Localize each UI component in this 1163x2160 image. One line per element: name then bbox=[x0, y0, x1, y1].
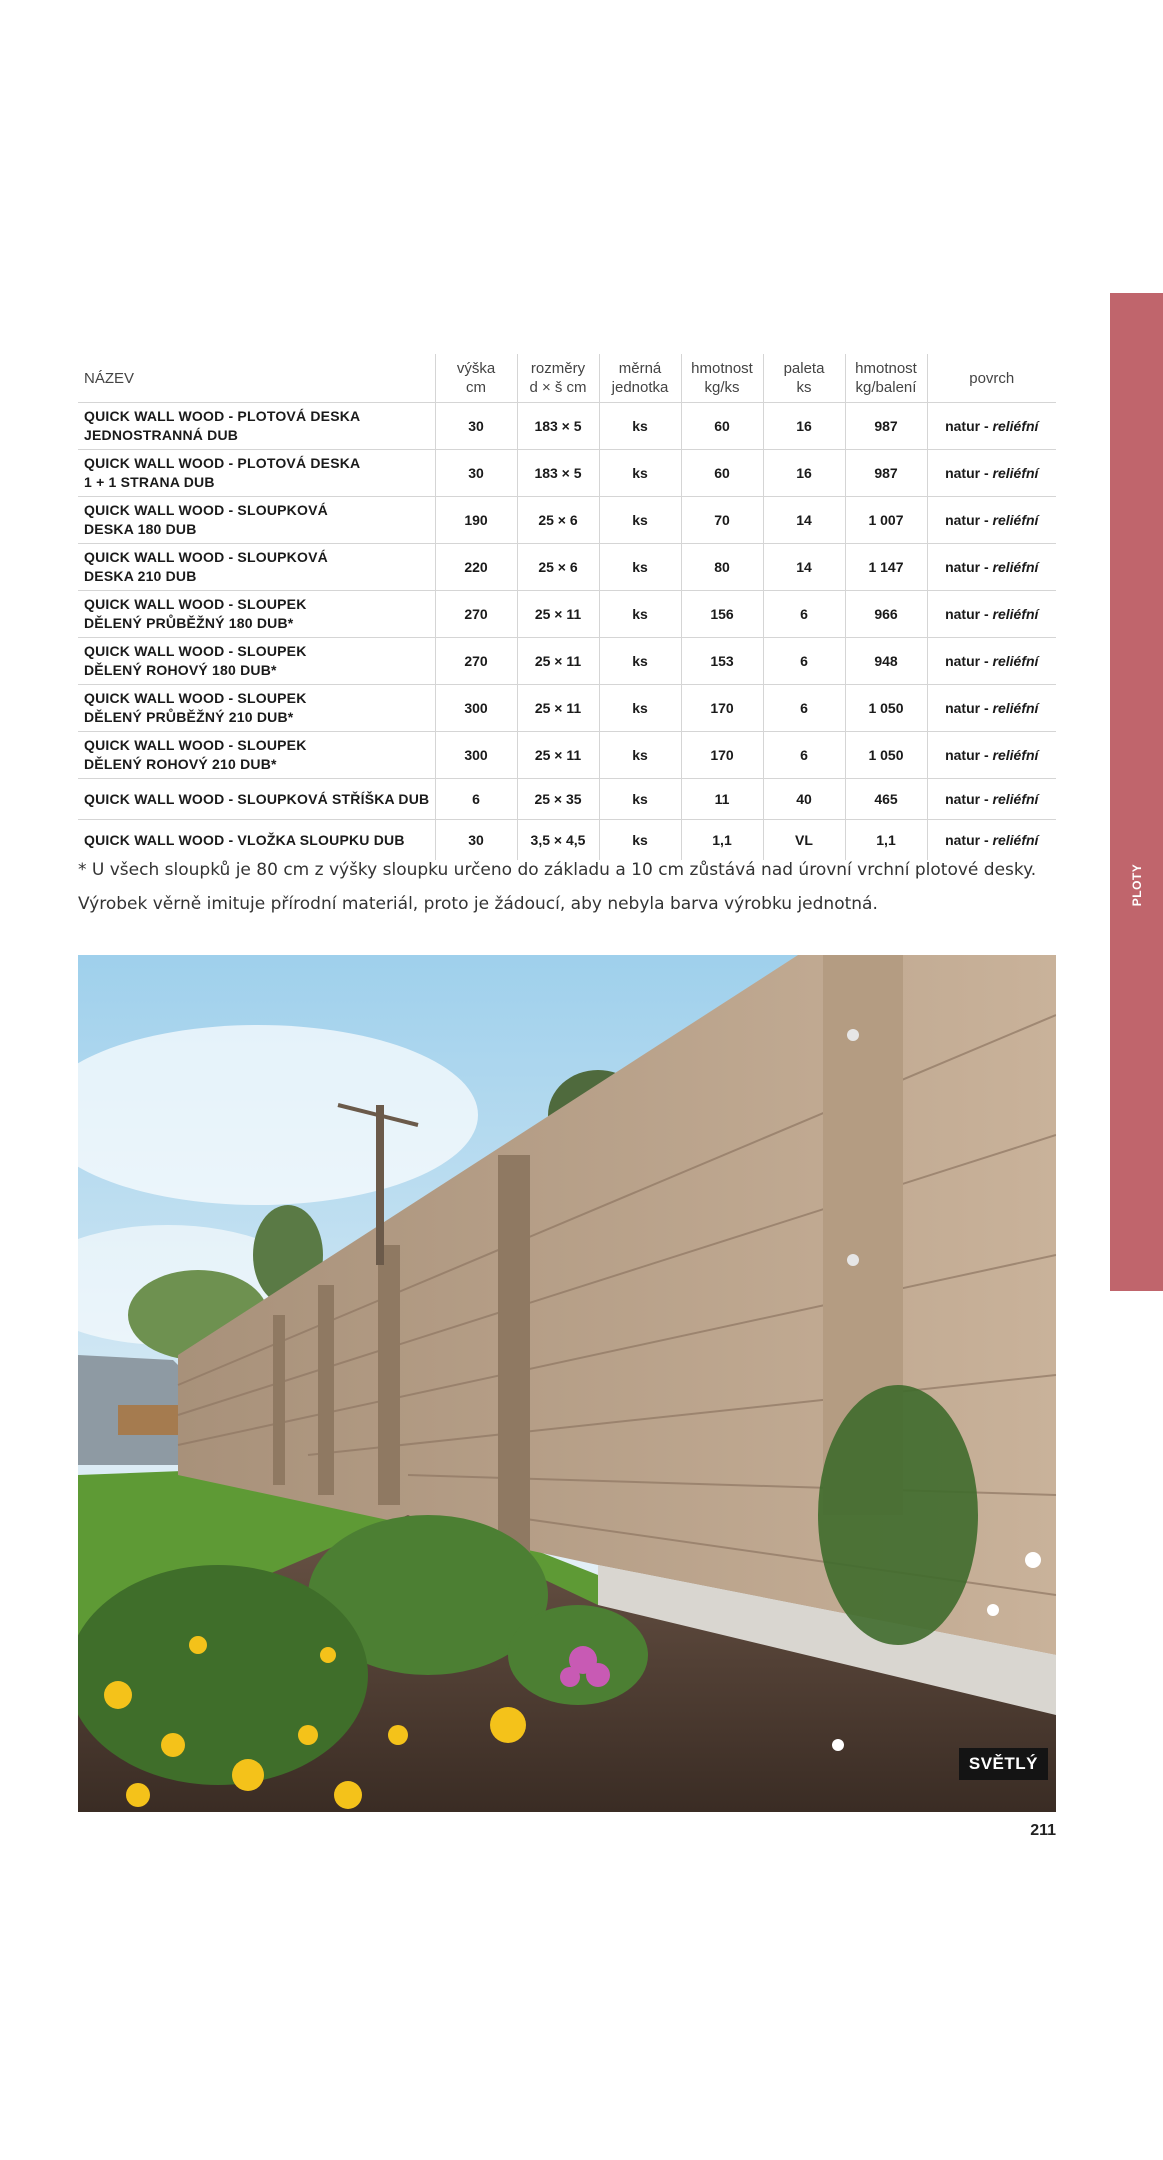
cell-height: 6 bbox=[435, 779, 517, 820]
product-table bbox=[78, 354, 1056, 860]
table-row bbox=[78, 779, 1056, 820]
cell-pallet: 40 bbox=[763, 779, 845, 820]
footnote-material: Výrobek věrně imituje přírodní materiál, proto je žádoucí, aby nebyla barva výrobku jednotná. bbox=[78, 894, 878, 914]
cell-weight: 80 bbox=[681, 544, 763, 591]
cell-package-weight: 1 007 bbox=[845, 497, 927, 544]
cell-unit: ks bbox=[599, 544, 681, 591]
cell-product-name: QUICK WALL WOOD - PLOTOVÁ DESKA 1 + 1 STRANA DUB bbox=[78, 450, 435, 497]
cell-surface: natur - reliéfní bbox=[927, 820, 1056, 861]
color-variant-label: SVĚTLÝ bbox=[959, 1748, 1048, 1780]
cell-height: 30 bbox=[435, 403, 517, 450]
cell-surface: natur - reliéfní bbox=[927, 450, 1056, 497]
cell-dimensions: 25 × 6 bbox=[517, 544, 599, 591]
cell-pallet: VL bbox=[763, 820, 845, 861]
cell-height: 300 bbox=[435, 732, 517, 779]
cell-package-weight: 1 050 bbox=[845, 685, 927, 732]
cell-height: 220 bbox=[435, 544, 517, 591]
cell-weight: 156 bbox=[681, 591, 763, 638]
cell-unit: ks bbox=[599, 591, 681, 638]
cell-surface: natur - reliéfní bbox=[927, 732, 1056, 779]
cell-product-name: QUICK WALL WOOD - SLOUPKOVÁ STŘÍŠKA DUB bbox=[78, 779, 435, 820]
cell-height: 270 bbox=[435, 591, 517, 638]
cell-surface: natur - reliéfní bbox=[927, 403, 1056, 450]
cell-pallet: 6 bbox=[763, 591, 845, 638]
cell-unit: ks bbox=[599, 450, 681, 497]
cell-product-name: QUICK WALL WOOD - SLOUPEK DĚLENÝ PRŮBĚŽNÝ 180 DUB* bbox=[78, 591, 435, 638]
fence-garden-illustration bbox=[78, 955, 1056, 1812]
cell-height: 30 bbox=[435, 820, 517, 861]
cell-weight: 153 bbox=[681, 638, 763, 685]
cell-pallet: 6 bbox=[763, 638, 845, 685]
cell-product-name: QUICK WALL WOOD - SLOUPEK DĚLENÝ PRŮBĚŽNÝ 210 DUB* bbox=[78, 685, 435, 732]
cell-surface: natur - reliéfní bbox=[927, 544, 1056, 591]
cell-dimensions: 25 × 11 bbox=[517, 685, 599, 732]
section-side-tab bbox=[1110, 293, 1163, 1291]
cell-product-name: QUICK WALL WOOD - VLOŽKA SLOUPKU DUB bbox=[84, 831, 405, 848]
cell-dimensions: 25 × 35 bbox=[517, 779, 599, 820]
table-row bbox=[78, 544, 1056, 591]
cell-dimensions: 183 × 5 bbox=[517, 403, 599, 450]
header-package-weight: hmotnost kg/balení bbox=[845, 354, 927, 403]
table-row bbox=[78, 591, 1056, 638]
cell-unit: ks bbox=[599, 497, 681, 544]
cell-package-weight: 966 bbox=[845, 591, 927, 638]
cell-weight: 60 bbox=[681, 403, 763, 450]
cell-pallet: 6 bbox=[763, 732, 845, 779]
cell-unit: ks bbox=[599, 403, 681, 450]
cell-product-name: QUICK WALL WOOD - SLOUPKOVÁ DESKA 180 DUB bbox=[78, 497, 435, 544]
cell-package-weight: 987 bbox=[845, 450, 927, 497]
cell-surface: natur - reliéfní bbox=[927, 685, 1056, 732]
table-row bbox=[78, 732, 1056, 779]
header-surface: povrch bbox=[927, 354, 1056, 403]
cell-pallet: 6 bbox=[763, 685, 845, 732]
cell-product-name: QUICK WALL WOOD - PLOTOVÁ DESKA JEDNOSTRANNÁ DUB bbox=[78, 403, 435, 450]
cell-dimensions: 25 × 11 bbox=[517, 591, 599, 638]
cell-weight: 170 bbox=[681, 732, 763, 779]
cell-pallet: 14 bbox=[763, 497, 845, 544]
cell-weight: 11 bbox=[681, 779, 763, 820]
cell-product-name: QUICK WALL WOOD - SLOUPKOVÁ DESKA 210 DUB bbox=[78, 544, 435, 591]
table-row bbox=[78, 450, 1056, 497]
header-unit: měrná jednotka bbox=[599, 354, 681, 403]
table-row bbox=[78, 820, 1056, 861]
section-side-tab-label: PLOTY bbox=[1129, 863, 1144, 907]
product-photo bbox=[78, 955, 1056, 1812]
cell-height: 30 bbox=[435, 450, 517, 497]
cell-package-weight: 987 bbox=[845, 403, 927, 450]
cell-package-weight: 465 bbox=[845, 779, 927, 820]
cell-package-weight: 1 050 bbox=[845, 732, 927, 779]
cell-pallet: 16 bbox=[763, 403, 845, 450]
header-weight: hmotnost kg/ks bbox=[681, 354, 763, 403]
cell-product-name: QUICK WALL WOOD - SLOUPEK DĚLENÝ ROHOVÝ 210 DUB* bbox=[78, 732, 435, 779]
cell-pallet: 14 bbox=[763, 544, 845, 591]
cell-product-name: QUICK WALL WOOD - SLOUPEK DĚLENÝ ROHOVÝ 180 DUB* bbox=[78, 638, 435, 685]
cell-dimensions: 25 × 11 bbox=[517, 732, 599, 779]
cell-dimensions: 25 × 6 bbox=[517, 497, 599, 544]
cell-package-weight: 1 147 bbox=[845, 544, 927, 591]
cell-weight: 60 bbox=[681, 450, 763, 497]
cell-unit: ks bbox=[599, 732, 681, 779]
header-name: NÁZEV bbox=[78, 354, 435, 403]
cell-surface: natur - reliéfní bbox=[927, 497, 1056, 544]
cell-dimensions: 3,5 × 4,5 bbox=[517, 820, 599, 861]
cell-pallet: 16 bbox=[763, 450, 845, 497]
cell-surface: natur - reliéfní bbox=[927, 779, 1056, 820]
cell-height: 300 bbox=[435, 685, 517, 732]
page-number: 211 bbox=[1030, 1822, 1056, 1839]
cell-weight: 1,1 bbox=[681, 820, 763, 861]
cell-unit: ks bbox=[599, 685, 681, 732]
table-row bbox=[78, 497, 1056, 544]
cell-surface: natur - reliéfní bbox=[927, 638, 1056, 685]
footnote-posts: * U všech sloupků je 80 cm z výšky sloupku určeno do základu a 10 cm zůstává nad úrovní vrchní plotové desky. bbox=[78, 860, 1037, 880]
cell-height: 190 bbox=[435, 497, 517, 544]
header-dimensions: rozměry d × š cm bbox=[517, 354, 599, 403]
header-height: výška cm bbox=[435, 354, 517, 403]
cell-package-weight: 948 bbox=[845, 638, 927, 685]
table-header-row bbox=[78, 354, 1056, 403]
table-row bbox=[78, 638, 1056, 685]
cell-weight: 170 bbox=[681, 685, 763, 732]
cell-unit: ks bbox=[599, 638, 681, 685]
cell-height: 270 bbox=[435, 638, 517, 685]
cell-package-weight: 1,1 bbox=[845, 820, 927, 861]
cell-unit: ks bbox=[599, 779, 681, 820]
cell-dimensions: 25 × 11 bbox=[517, 638, 599, 685]
cell-dimensions: 183 × 5 bbox=[517, 450, 599, 497]
cell-weight: 70 bbox=[681, 497, 763, 544]
table-row bbox=[78, 403, 1056, 450]
table-row bbox=[78, 685, 1056, 732]
cell-surface: natur - reliéfní bbox=[927, 591, 1056, 638]
header-pallet: paleta ks bbox=[763, 354, 845, 403]
cell-unit: ks bbox=[599, 820, 681, 861]
